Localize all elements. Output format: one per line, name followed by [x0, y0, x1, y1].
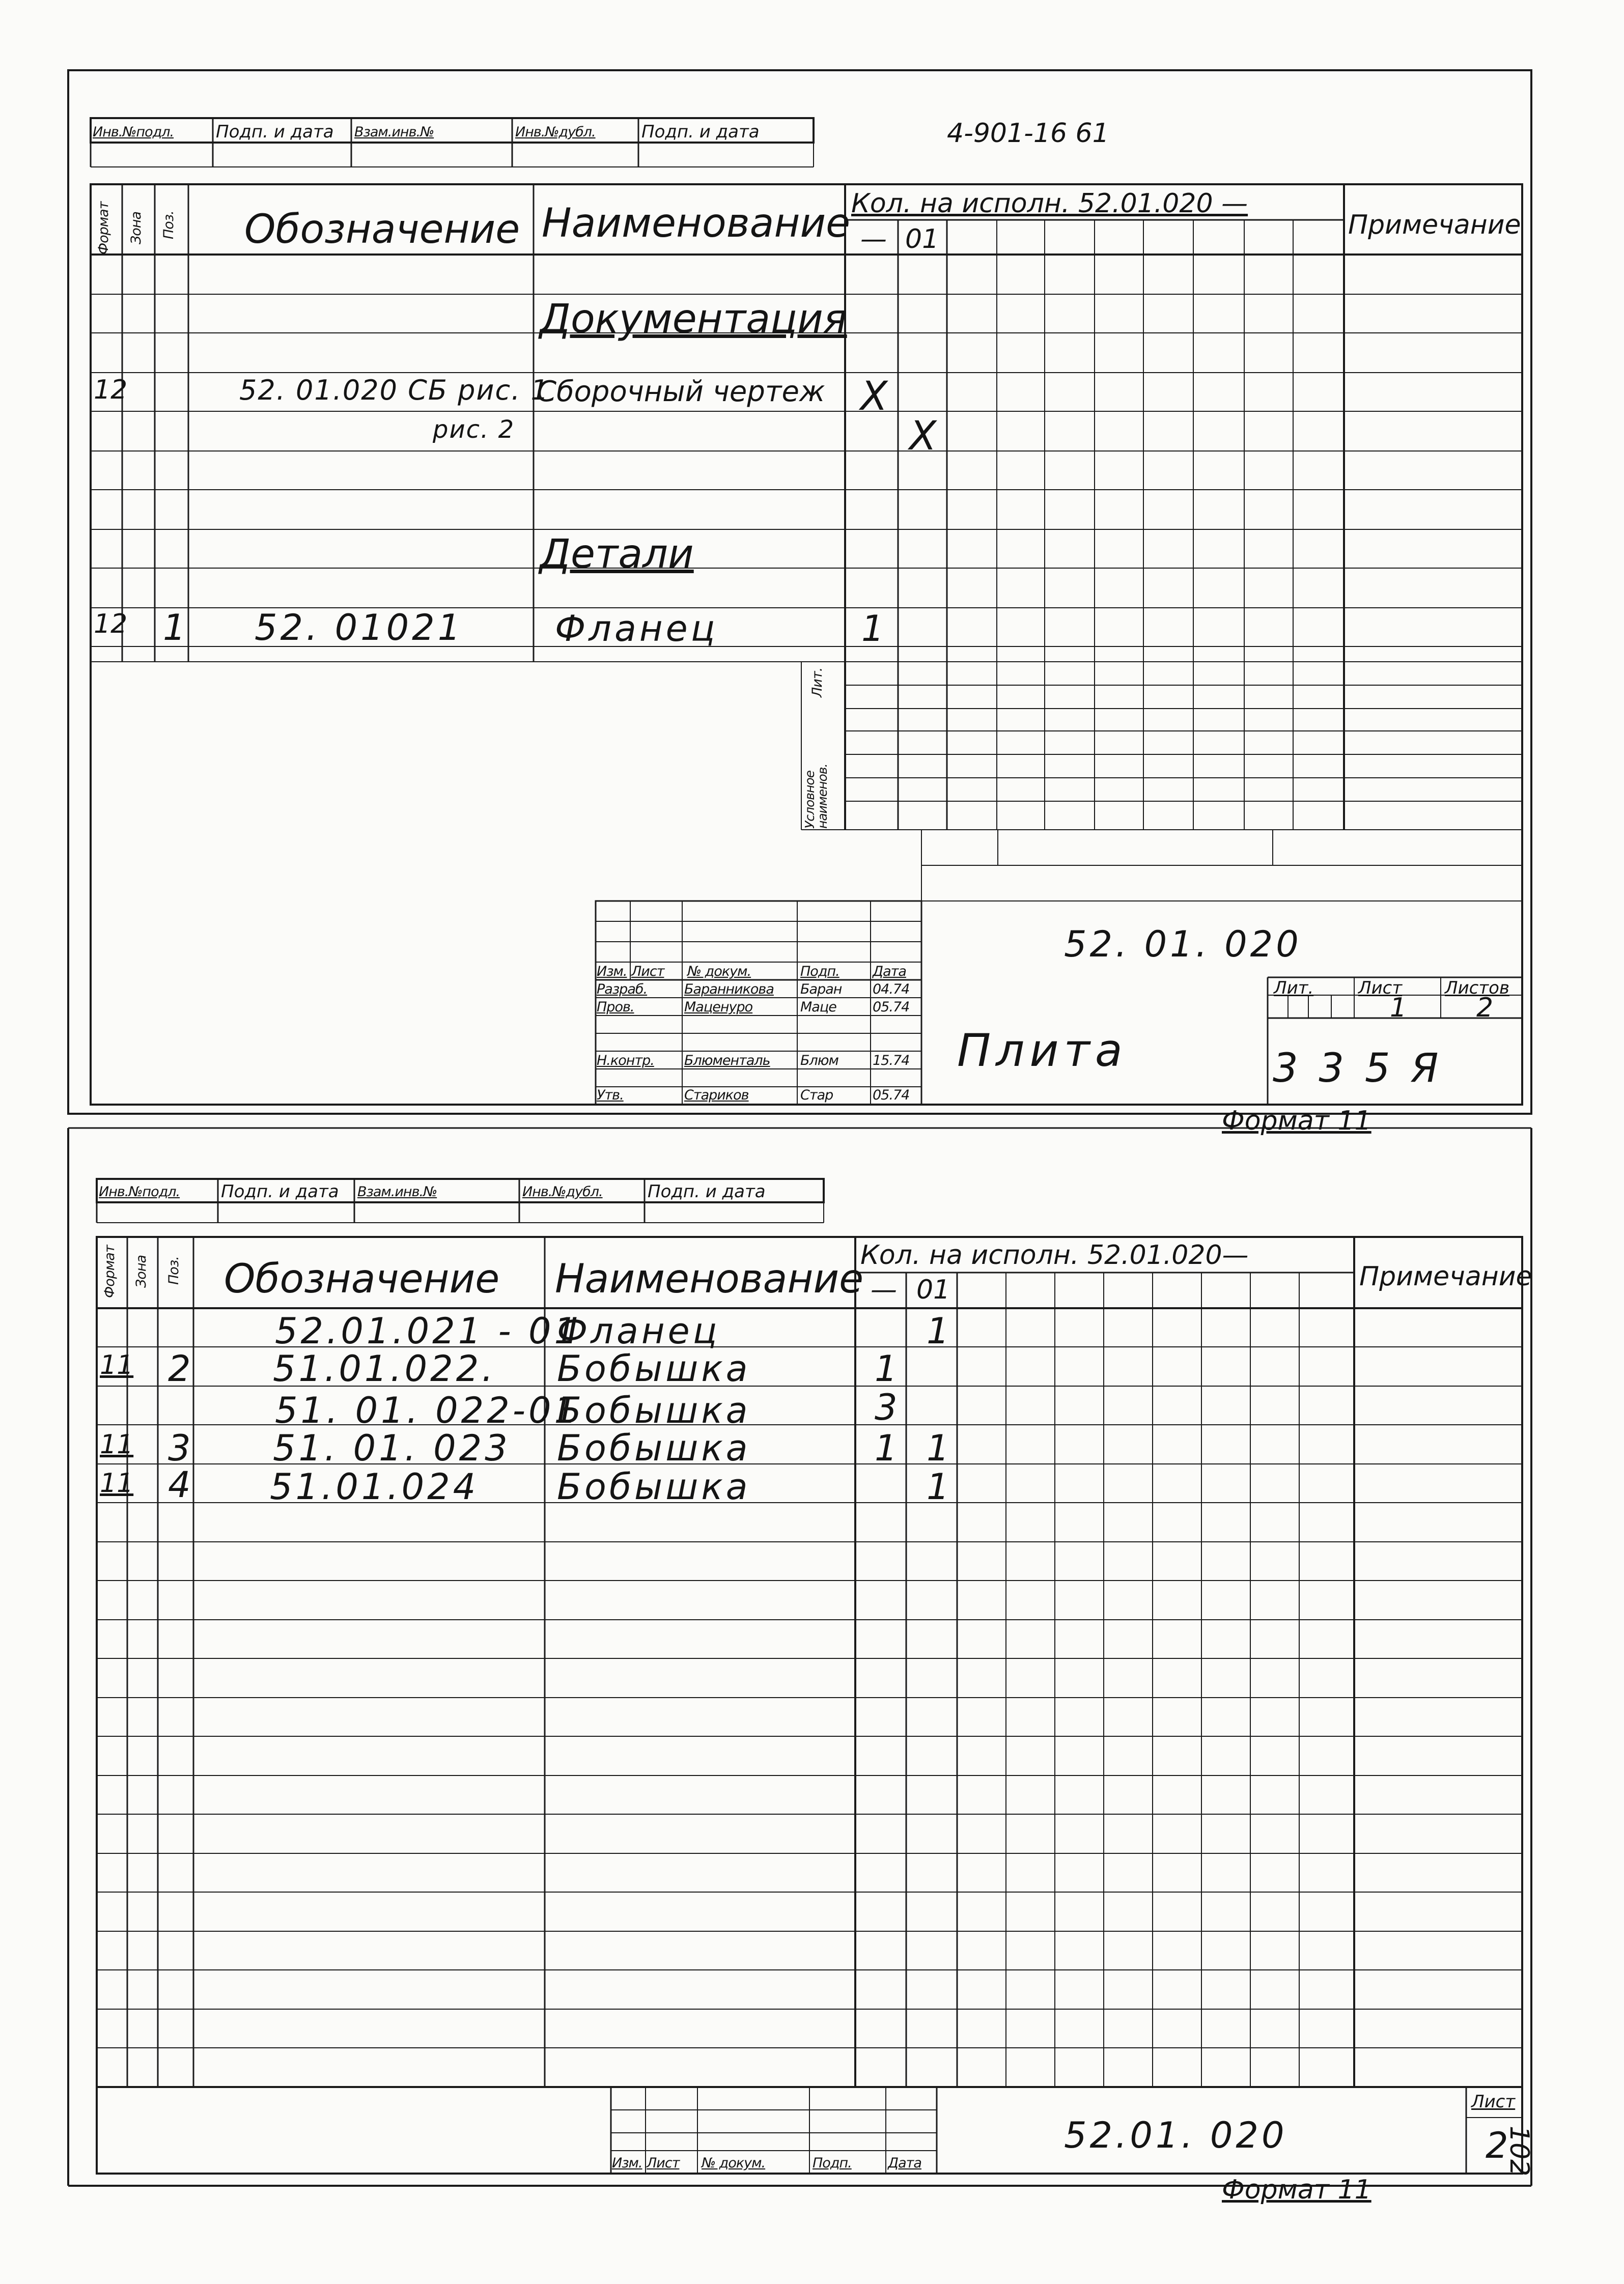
row-designation: 52.01.021 - 01 — [275, 1310, 580, 1352]
title-lit-label: Лит. — [1274, 978, 1314, 998]
column-zone: Зона — [128, 211, 144, 244]
stamp-label: Инв.№подл. — [99, 1184, 180, 1200]
title-sheets-total: 2 — [1476, 993, 1494, 1023]
tb-person: Стариков — [684, 1087, 749, 1103]
column-note: Примечание — [1348, 210, 1521, 240]
stamp-label: Взам.инв.№ — [354, 124, 434, 140]
tb-role: Пров. — [597, 999, 634, 1015]
stamp-label: Подп. и дата — [641, 122, 760, 142]
column-var0: — — [871, 1275, 897, 1305]
column-name: Наименование — [542, 201, 851, 246]
row-qty-var1: X — [909, 413, 937, 459]
stamp-label: Подп. и дата — [648, 1181, 766, 1202]
tb-role: Н.контр. — [597, 1053, 654, 1068]
tb-role: Утв. — [597, 1087, 624, 1103]
row-qty-var0: 1 — [875, 1427, 901, 1469]
lit-label: Лит. — [809, 667, 825, 697]
row-name: Фланец — [557, 1310, 720, 1352]
row-designation: 52. 01021 — [255, 607, 464, 648]
title-sheet-number: 2 — [1486, 2125, 1511, 2166]
page-number: 102 — [1504, 2126, 1534, 2177]
row-qty-var0: 1 — [875, 1348, 901, 1390]
tb-head: Подп. — [800, 964, 839, 979]
row-format: 12 — [94, 609, 128, 639]
tb-head: Лист — [631, 964, 664, 979]
tb-head: Лист — [647, 2155, 680, 2171]
row-pos: 3 — [168, 1427, 194, 1469]
column-pos: Поз. — [161, 211, 177, 239]
column-var1: 01 — [916, 1275, 950, 1305]
tb-head: Подп. — [813, 2155, 852, 2171]
row-format: 11 — [100, 1429, 134, 1460]
document-number: 4-901-16 61 — [947, 118, 1109, 149]
title-sheets-label: Листов — [1445, 978, 1510, 998]
column-qty: Кол. на исполн. 52.01.020 — — [851, 188, 1248, 219]
row-qty-var1: 1 — [927, 1466, 953, 1508]
row-qty-var0: 3 — [875, 1387, 901, 1428]
stamp-label: Взам.инв.№ — [357, 1184, 437, 1200]
column-designation: Обозначение — [224, 1256, 500, 1302]
row-designation: 51. 01. 023 — [273, 1427, 511, 1469]
tb-signature: Стар — [800, 1087, 833, 1103]
row-qty-var0: X — [860, 374, 888, 419]
row-format: 11 — [100, 1350, 134, 1380]
tb-person: Блюменталь — [684, 1053, 770, 1068]
column-note: Примечание — [1359, 1261, 1532, 1292]
tb-date: 05.74 — [873, 1087, 910, 1103]
title-doc-code: 52.01. 020 — [1064, 2114, 1287, 2156]
row-name: Бобышка — [557, 1466, 751, 1508]
section-parts: Детали — [540, 531, 694, 577]
tb-signature: Блюм — [800, 1053, 838, 1068]
row-pos: 1 — [163, 607, 189, 648]
column-pos: Поз. — [166, 1256, 182, 1285]
format-label: Формат 11 — [1222, 2175, 1371, 2205]
tb-head: Изм. — [597, 964, 627, 979]
title-name: Плита — [957, 1024, 1128, 1077]
tb-signature: Маце — [800, 999, 836, 1015]
section-documentation: Документация — [540, 296, 847, 342]
tb-head: Дата — [873, 964, 906, 979]
format-label: Формат 11 — [1222, 1106, 1371, 1136]
row-designation: рис. 2 — [433, 415, 515, 444]
title-organization: 3 3 5 Я — [1273, 1046, 1443, 1091]
tb-role: Разраб. — [597, 981, 648, 997]
stamp-label: Инв.№дубл. — [515, 124, 596, 140]
column-qty: Кол. на исполн. 52.01.020— — [860, 1240, 1249, 1271]
tb-head: № докум. — [687, 964, 751, 979]
stamp-label: Подп. и дата — [216, 122, 334, 142]
row-designation: 51.01.024 — [270, 1466, 479, 1508]
row-name: Бобышка — [557, 1427, 751, 1469]
column-format: Формат — [102, 1245, 118, 1298]
stamp-label: Инв.№дубл. — [522, 1184, 603, 1200]
row-name: Бобышка — [557, 1348, 751, 1390]
title-doc-code: 52. 01. 020 — [1064, 923, 1302, 965]
row-name: Фланец — [555, 608, 718, 650]
row-qty-var1: 1 — [927, 1310, 953, 1352]
title-sheet-label: Лист — [1471, 2092, 1516, 2112]
column-designation: Обозначение — [244, 207, 520, 252]
column-zone: Зона — [133, 1255, 149, 1288]
row-format: 11 — [100, 1468, 134, 1499]
tb-head: Изм. — [612, 2155, 642, 2171]
tb-date: 15.74 — [873, 1053, 910, 1068]
tb-head: № докум. — [702, 2155, 766, 2171]
tb-person: Маценуро — [684, 999, 753, 1015]
title-sheet-number: 1 — [1390, 993, 1407, 1023]
column-name: Наименование — [555, 1256, 864, 1302]
conditional-name-label: Условное наименов. — [802, 764, 830, 829]
row-designation: 51.01.022. — [273, 1348, 496, 1390]
row-format: 12 — [94, 375, 128, 405]
row-qty-var1: 1 — [927, 1427, 953, 1469]
tb-date: 05.74 — [873, 999, 910, 1015]
row-name: Бобышка — [557, 1390, 751, 1431]
tb-date: 04.74 — [873, 981, 910, 997]
tb-signature: Баран — [800, 981, 842, 997]
row-designation: 52. 01.020 СБ рис. 1 — [239, 374, 549, 406]
stamp-label: Инв.№подл. — [93, 124, 174, 140]
column-format: Формат — [96, 202, 111, 255]
tb-head: Дата — [888, 2155, 921, 2171]
row-pos: 4 — [168, 1464, 194, 1506]
row-qty-var0: 1 — [861, 608, 887, 650]
row-name: Сборочный чертеж — [537, 375, 825, 408]
column-var0: — — [860, 224, 887, 255]
tb-person: Баранникова — [684, 981, 774, 997]
stamp-label: Подп. и дата — [221, 1181, 339, 1202]
row-designation: 51. 01. 022-01 — [275, 1390, 580, 1431]
title-sheet-label: Лист — [1358, 978, 1403, 998]
column-var1: 01 — [905, 224, 939, 255]
row-pos: 2 — [168, 1348, 194, 1390]
